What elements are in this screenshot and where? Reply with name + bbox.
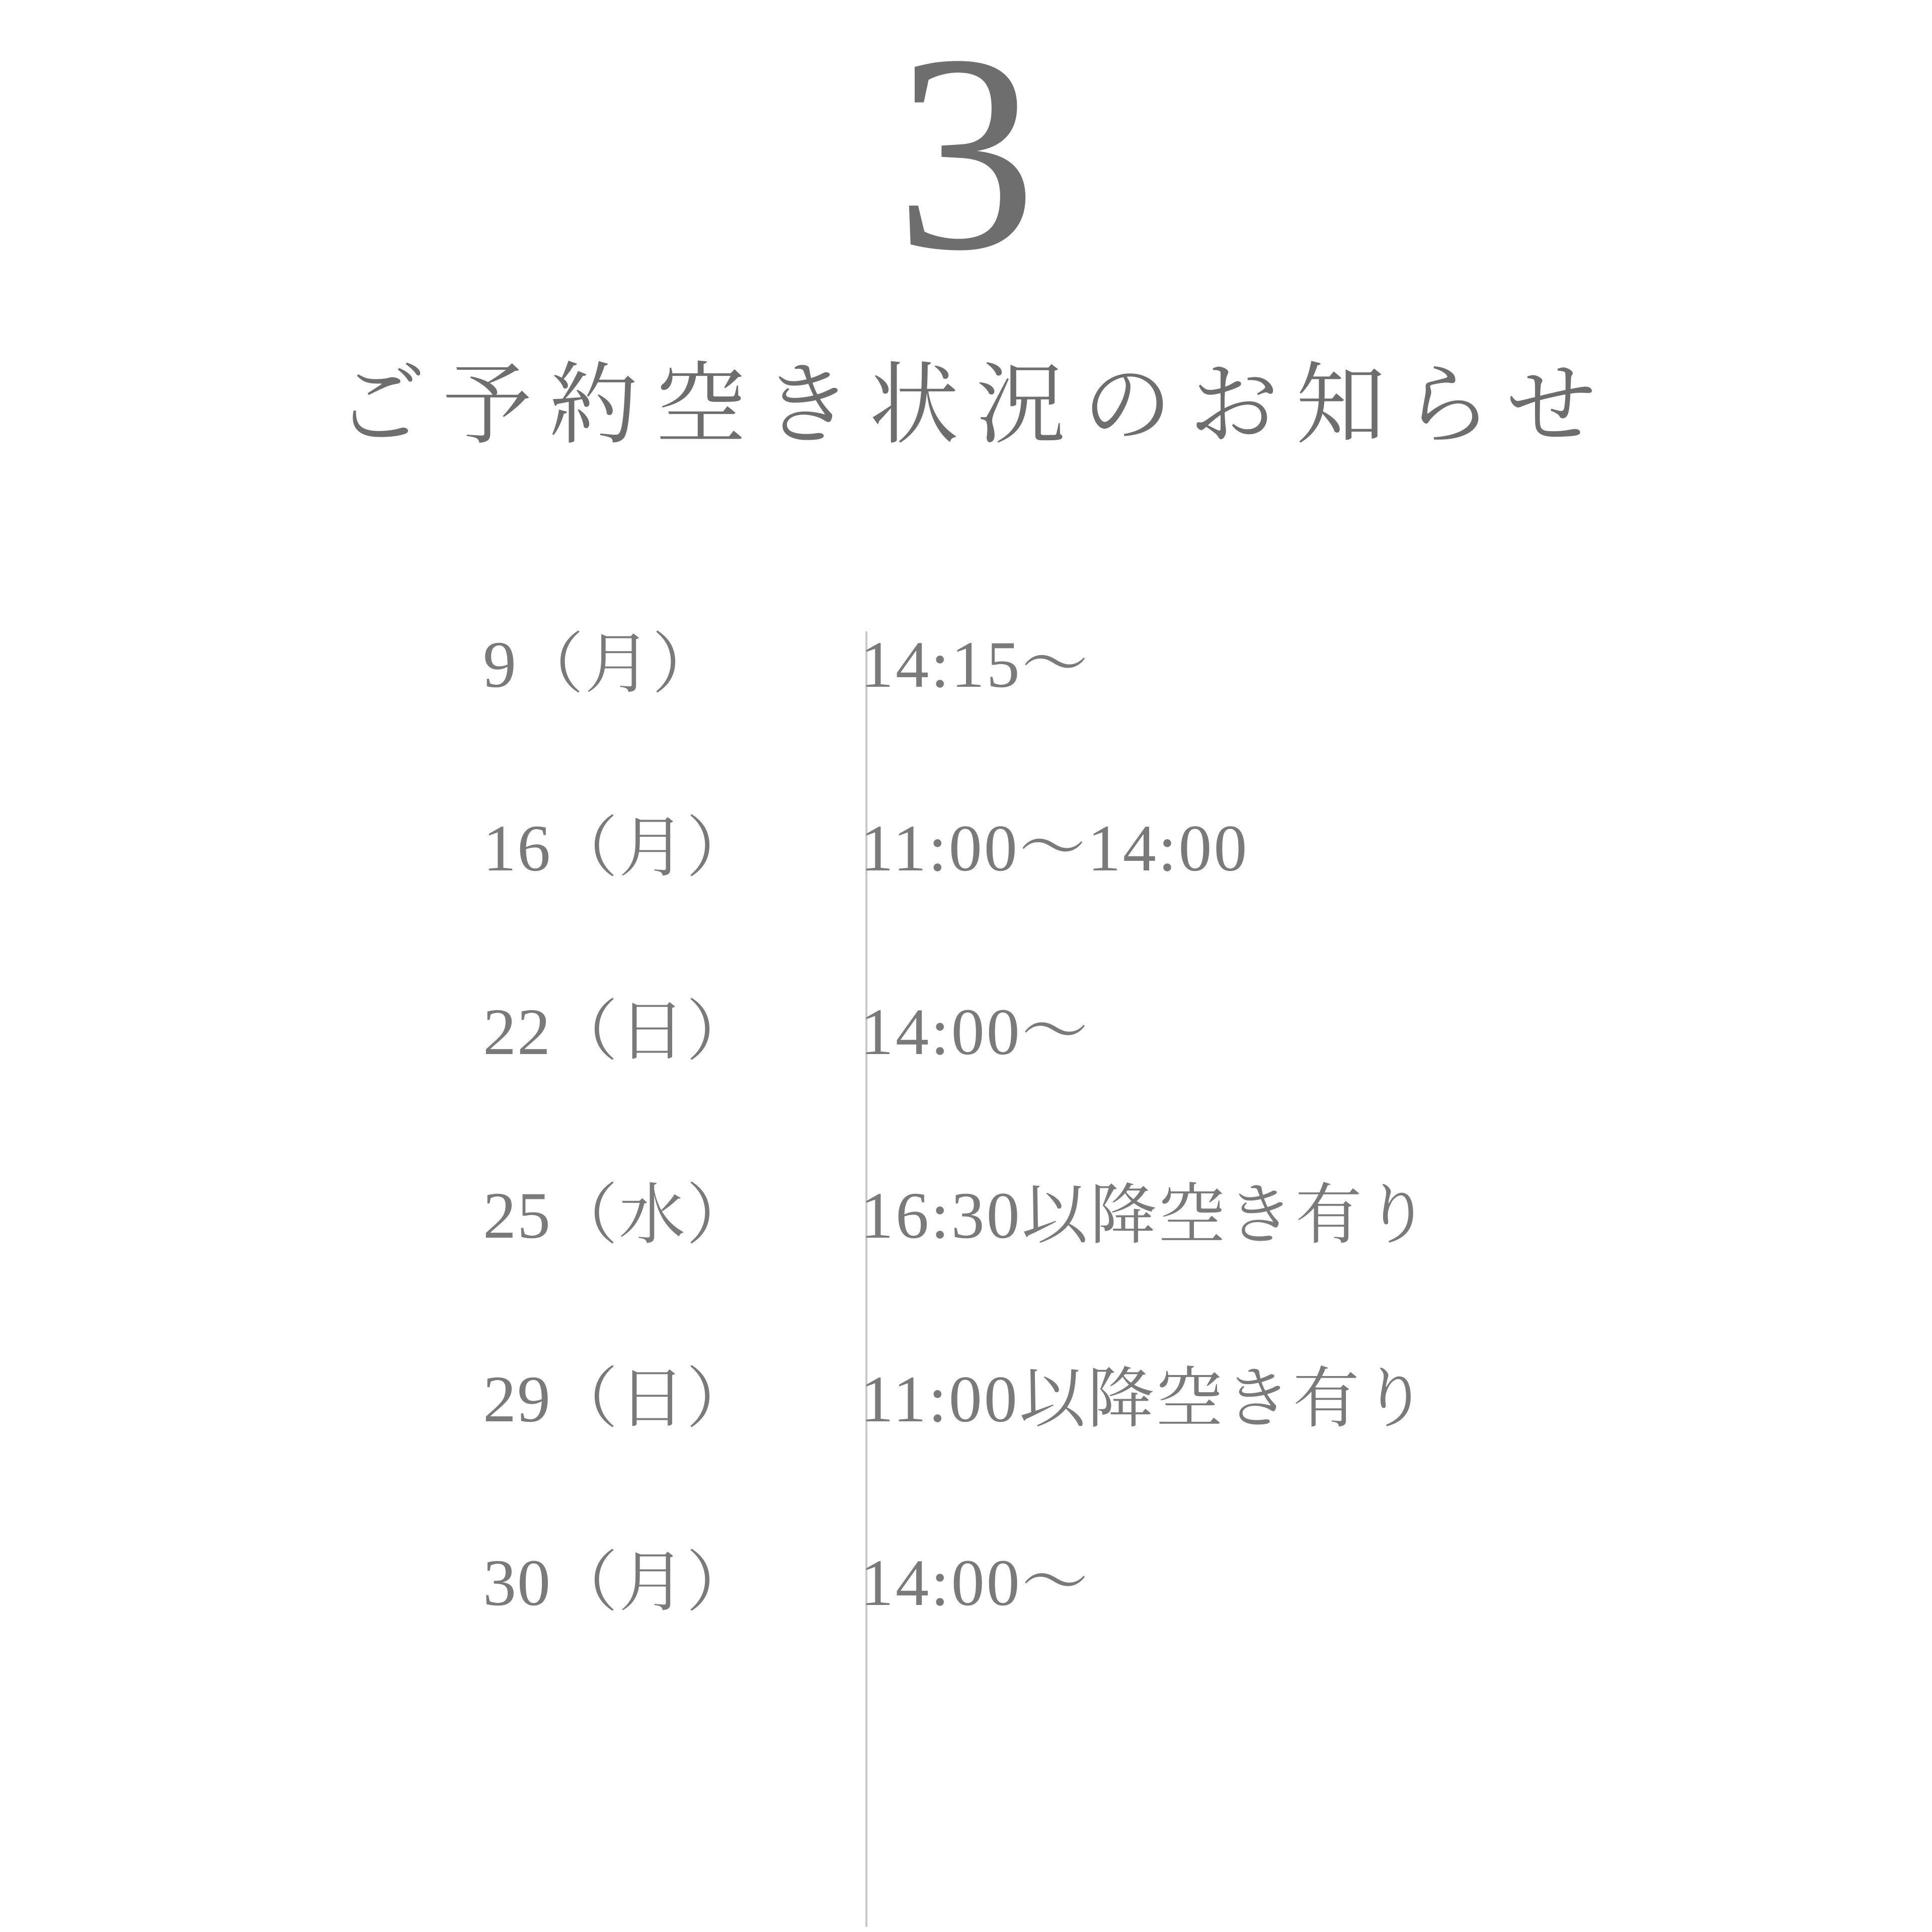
schedule-row: [483, 995, 1691, 1182]
schedule-time: 11:00以降空き有り: [860, 1362, 1430, 1436]
schedule-time: 11:00〜14:00: [860, 811, 1249, 885]
schedule-time: 16:30以降空き有り: [860, 1178, 1432, 1252]
schedule-day: 16（月）: [483, 811, 754, 885]
schedule-time: 14:15〜: [860, 627, 1090, 701]
schedule-day: 9（月）: [483, 627, 719, 701]
schedule-row: [483, 1362, 1691, 1550]
schedule-row: [483, 811, 1691, 999]
schedule-row: [483, 1546, 1691, 1733]
page-title: ご予約空き状況のお知らせ: [336, 356, 1614, 455]
month-number: 3: [896, 0, 1036, 309]
schedule-day: 29（日）: [483, 1362, 754, 1436]
schedule-time: 14:00〜: [860, 1546, 1090, 1620]
schedule-row: [483, 1178, 1691, 1366]
schedule-day: 22（日）: [483, 995, 754, 1069]
schedule-row: [483, 627, 1691, 815]
schedule-day: 30（月）: [483, 1546, 754, 1620]
schedule-list: [483, 627, 1691, 1733]
schedule-day: 25（水）: [483, 1178, 754, 1252]
schedule-time: 14:00〜: [860, 995, 1090, 1069]
